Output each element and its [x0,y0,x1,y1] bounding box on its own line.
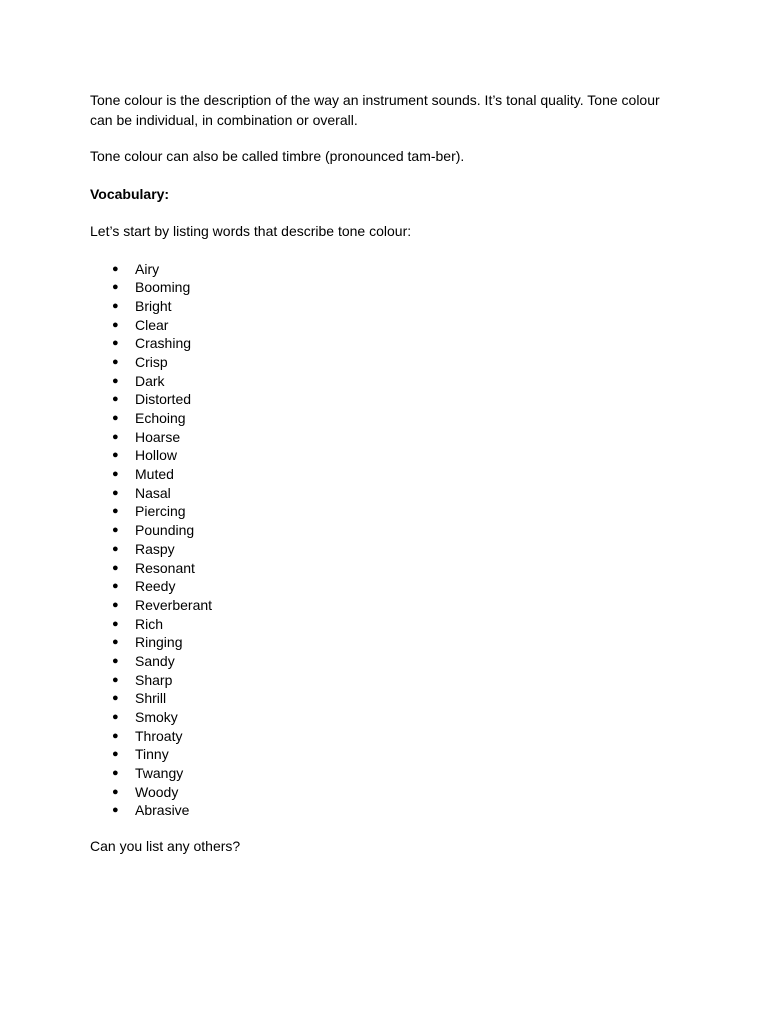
list-item-text: Tinny [135,746,169,763]
bullet-icon: ● [112,785,119,798]
list-item-text: Sharp [135,671,173,688]
closing-question: Can you list any others? [90,838,241,855]
bullet-icon: ● [112,711,119,723]
bullet-icon: ● [112,542,119,555]
bullet-icon: ● [112,355,119,368]
bullet-icon: ● [112,468,119,481]
bullet-icon: ● [112,318,119,331]
list-item-text: Raspy [135,540,175,557]
document-page [90,91,680,857]
bullet-icon: ● [112,673,119,686]
list-item-text: Echoing [135,410,186,426]
list-item [90,783,680,802]
bullet-icon: ● [112,281,119,294]
list-item-text: Booming [135,279,191,296]
bullet-icon: ● [112,430,119,443]
list-item [90,297,680,316]
list-item [90,577,680,596]
list-lead-paragraph: Let’s start by listing words that describe tone colour: [90,223,412,239]
list-item [90,502,680,521]
tone-colour-word-list [90,260,680,821]
list-item [90,278,680,297]
list-item-text: Crashing [135,335,192,352]
list-item [90,671,680,690]
list-item-text: Distorted [135,391,192,408]
list-item [90,465,680,484]
list-item [90,334,680,353]
list-item-text: Ringing [135,634,183,651]
list-item-text: Clear [135,316,169,333]
list-item [90,745,680,764]
list-item [90,372,680,391]
bullet-icon: ● [112,617,119,630]
bullet-icon: ● [112,524,119,537]
list-item-text: Abrasive [135,802,190,819]
list-item-text: Muted [135,466,174,483]
list-item [90,428,680,447]
list-item-text: Piercing [135,503,186,520]
bullet-icon: ● [112,804,119,817]
bullet-icon: ● [112,598,119,611]
list-item [90,540,680,559]
list-item-text: Hoarse [135,428,181,445]
list-item [90,409,680,428]
list-item [90,446,680,465]
bullet-icon: ● [112,299,119,312]
list-item-text: Reverberant [135,596,213,613]
list-item [90,764,680,783]
list-item-text: Pounding [135,522,195,539]
list-item [90,260,680,279]
list-item-text: Sandy [135,652,175,669]
list-item-text: Shrill [135,690,167,707]
list-item-text: Throaty [135,727,183,744]
list-item [90,689,680,708]
list-item-text: Nasal [135,484,171,501]
list-item [90,390,680,409]
bullet-icon: ● [112,748,119,761]
timbre-paragraph: Tone colour can also be called timbre (pronounced tam-ber). [90,148,465,164]
intro-paragraph: Tone colour is the description of the way an instrument sounds. It’s tonal quality. Tone colour can be individual, in combination or overall. [90,92,660,128]
list-item-text: Smoky [135,709,178,725]
list-item [90,596,680,615]
list-item-text: Woody [135,783,179,800]
bullet-icon: ● [112,393,119,406]
bullet-icon: ● [112,412,119,424]
list-item [90,708,680,727]
list-item [90,559,680,578]
bullet-icon: ● [112,505,119,518]
list-item [90,521,680,540]
bullet-icon: ● [112,692,119,705]
list-item [90,484,680,503]
bullet-icon: ● [112,449,119,462]
bullet-icon: ● [112,654,119,667]
list-item-text: Bright [135,297,172,314]
bullet-icon: ● [112,729,119,742]
bullet-icon: ● [112,337,119,350]
bullet-icon: ● [112,374,119,387]
list-item-text: Rich [135,615,164,632]
list-item [90,353,680,372]
bullet-icon: ● [112,486,119,499]
list-item [90,801,680,820]
bullet-icon: ● [112,636,119,649]
list-item [90,633,680,652]
bullet-icon: ● [112,580,119,593]
bullet-icon: ● [112,262,119,275]
bullet-icon: ● [112,561,119,574]
list-item-text: Twangy [135,765,184,782]
vocabulary-heading: Vocabulary: [90,185,170,202]
bullet-icon: ● [112,767,119,780]
list-item [90,615,680,634]
list-item-text: Dark [135,372,165,389]
list-item-text: Airy [135,260,160,277]
list-item [90,727,680,746]
list-item-text: Reedy [135,578,176,595]
list-item [90,652,680,671]
list-item-text: Resonant [135,559,195,576]
list-item-text: Hollow [135,447,178,464]
list-item-text: Crisp [135,353,168,370]
list-item [90,316,680,335]
